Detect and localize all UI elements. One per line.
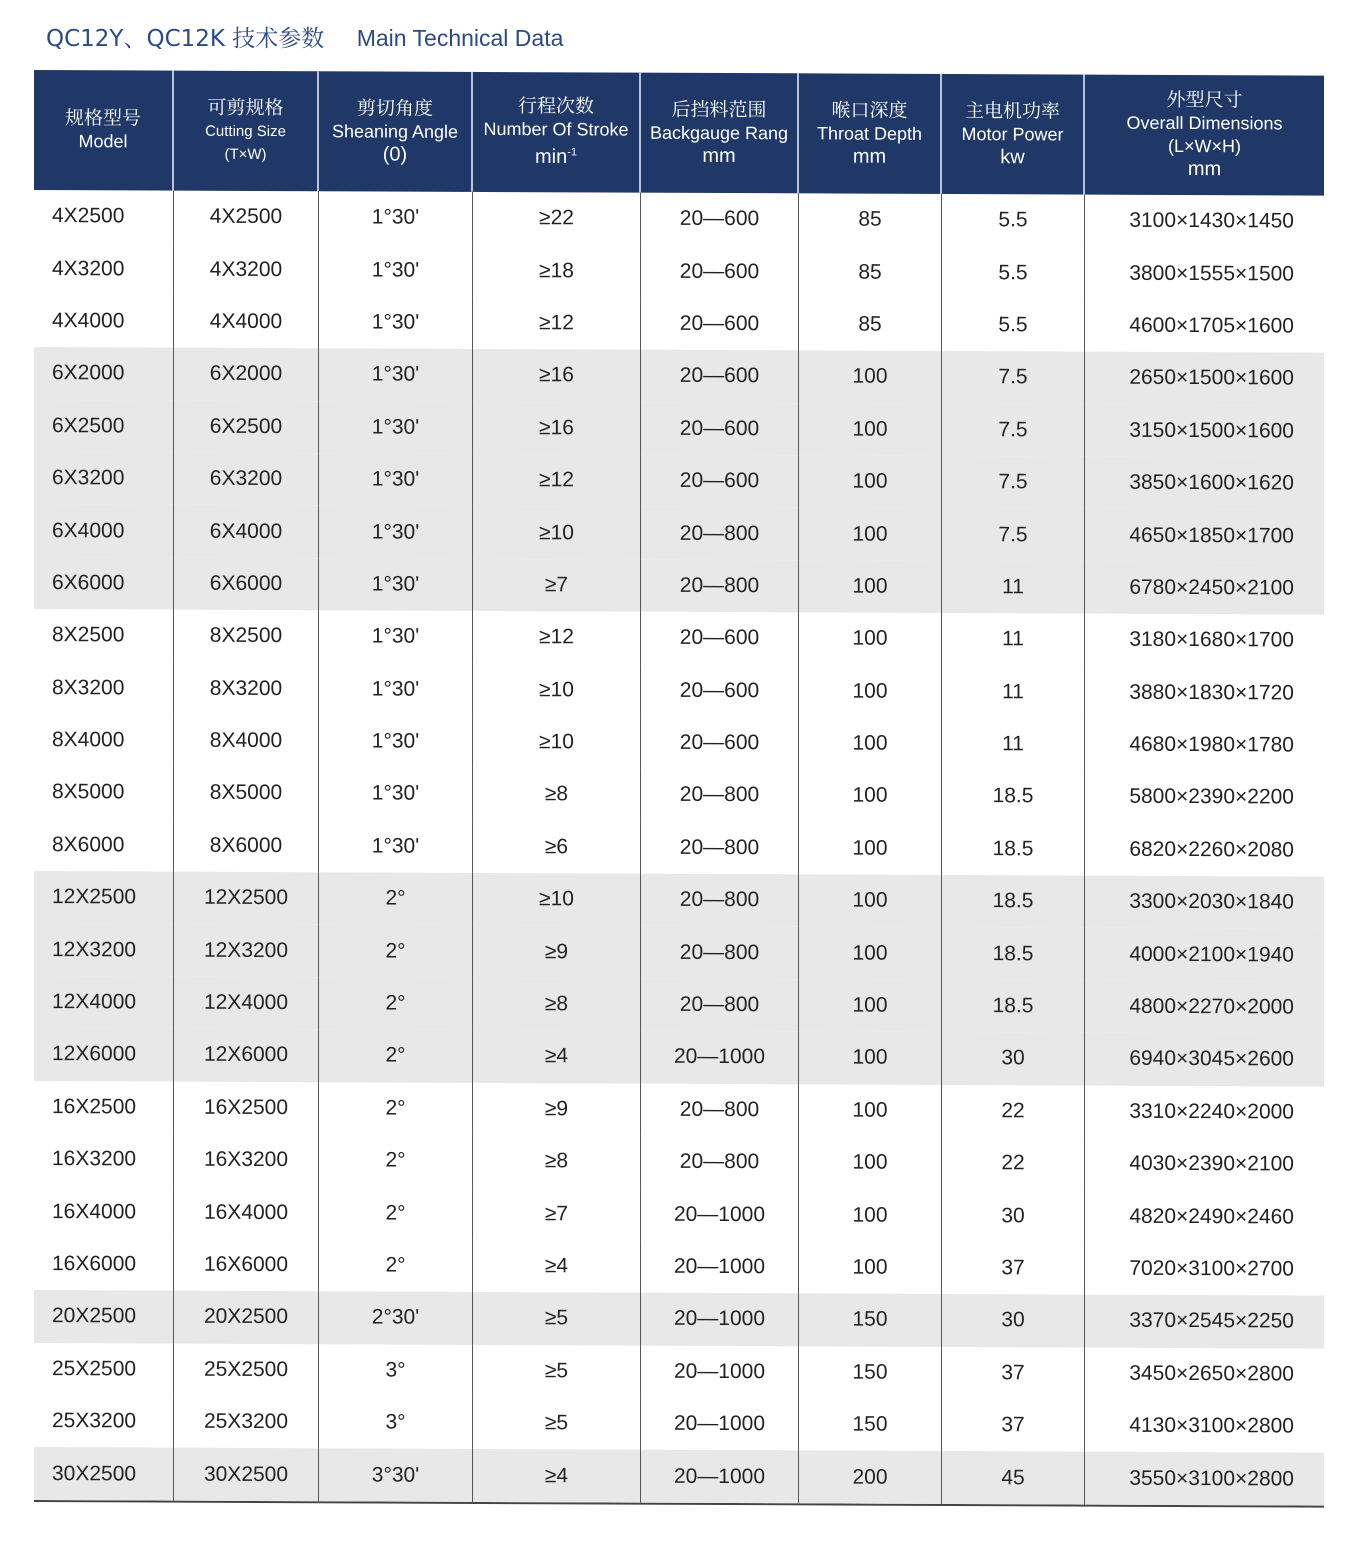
table-row: [34, 1081, 1324, 1139]
table-row: [34, 1133, 1324, 1191]
cell-backgauge: 20—600: [641, 612, 799, 665]
cell-motor-power: 5.5: [942, 246, 1085, 299]
cell-motor-power: 30: [942, 1294, 1085, 1347]
cell-stroke: ≥16: [473, 349, 641, 402]
cell-shear-angle: 2°: [319, 1187, 473, 1240]
header-shear-angle-unit: (0): [382, 143, 408, 166]
header-stroke-unit-wrap: [535, 141, 577, 169]
cell-cutting-size: 6X3200: [174, 453, 319, 506]
cell-backgauge: 20—800: [641, 979, 799, 1032]
cell-shear-angle: 2°30': [319, 1291, 473, 1344]
cell-motor-power: 5.5: [942, 194, 1085, 247]
cell-stroke: ≥5: [473, 1397, 641, 1450]
cell-motor-power: 22: [942, 1085, 1085, 1138]
table-row: [34, 1343, 1324, 1401]
cell-model: 6X6000: [34, 557, 174, 610]
cell-cutting-size: 8X6000: [174, 819, 319, 872]
cell-shear-angle: 2°: [319, 1082, 473, 1135]
cell-model: 8X2500: [34, 609, 174, 662]
table-row: [34, 452, 1324, 510]
cell-throat-depth: 100: [799, 403, 942, 456]
cell-shear-angle: 1°30': [319, 610, 473, 663]
cell-cutting-size: 6X2000: [174, 348, 319, 401]
cell-stroke: ≥10: [473, 716, 641, 769]
cell-shear-angle: 1°30': [319, 558, 473, 611]
cell-cutting-size: 12X4000: [174, 976, 319, 1029]
cell-model: 16X3200: [34, 1133, 174, 1186]
cell-dimensions: 3880×1830×1720: [1129, 680, 1294, 705]
cell-model: 8X4000: [34, 714, 174, 767]
header-shear-angle: [319, 71, 473, 192]
cell-model: 4X3200: [34, 242, 174, 295]
header-stroke-cn: 行程次数: [517, 95, 594, 118]
table-row: [34, 347, 1324, 405]
table-row: [34, 871, 1324, 929]
cell-motor-power: 5.5: [942, 299, 1085, 352]
cell-cutting-size: 30X2500: [174, 1448, 319, 1501]
cell-throat-depth: 100: [799, 717, 942, 770]
cell-stroke: ≥10: [473, 506, 641, 559]
cell-shear-angle: 1°30': [319, 348, 473, 401]
cell-dimensions: 4650×1850×1700: [1129, 523, 1294, 548]
cell-model: 12X2500: [34, 871, 174, 924]
cell-dimensions: 4680×1980×1780: [1129, 732, 1294, 757]
cell-throat-depth: 100: [799, 665, 942, 718]
cell-shear-angle: 1°30': [319, 715, 473, 768]
cell-shear-angle: 3°: [319, 1344, 473, 1397]
cell-backgauge: 20—1000: [641, 1188, 799, 1241]
cell-throat-depth: 100: [799, 455, 942, 508]
cell-model: 6X4000: [34, 504, 174, 557]
table-row: [34, 295, 1324, 353]
cell-model: 16X2500: [34, 1081, 174, 1134]
header-dimensions: [1085, 75, 1324, 196]
cell-throat-depth: 85: [799, 246, 942, 299]
cell-motor-power: 18.5: [942, 770, 1085, 823]
cell-stroke: ≥10: [473, 663, 641, 716]
header-motor-power-cn: 主电机功率: [964, 99, 1060, 122]
cell-stroke: ≥4: [473, 1449, 641, 1502]
cell-model: 25X3200: [34, 1395, 174, 1448]
cell-stroke: ≥12: [473, 611, 641, 664]
cell-cutting-size: 25X2500: [174, 1343, 319, 1396]
cell-shear-angle: 2°: [319, 1239, 473, 1292]
cell-model: 16X4000: [34, 1185, 174, 1238]
cell-cutting-size: 8X4000: [174, 715, 319, 768]
cell-throat-depth: 150: [799, 1294, 942, 1347]
table-row: [34, 766, 1324, 824]
table-row: [34, 1238, 1324, 1296]
table-row: [34, 1185, 1324, 1243]
header-dimensions-cn: 外型尺寸: [1166, 88, 1243, 112]
cell-cutting-size: 8X3200: [174, 662, 319, 715]
cell-dimensions: 4130×3100×2800: [1129, 1413, 1294, 1438]
cell-backgauge: 20—600: [641, 402, 799, 455]
cell-throat-depth: 100: [799, 508, 942, 561]
header-backgauge-en: Backgauge Rang: [649, 122, 789, 143]
cell-dimensions: 3150×1500×1600: [1129, 418, 1294, 443]
cell-stroke: ≥16: [473, 401, 641, 454]
header-stroke-unit-sup: -1: [567, 146, 577, 159]
cell-stroke: ≥9: [473, 1083, 641, 1136]
cell-motor-power: 37: [942, 1347, 1085, 1400]
cell-throat-depth: 150: [799, 1346, 942, 1399]
cell-backgauge: 20—1000: [641, 1450, 799, 1503]
header-model: [34, 70, 174, 191]
cell-dimensions: 3100×1430×1450: [1129, 208, 1294, 233]
table-row: [34, 557, 1324, 615]
header-shear-angle-cn: 剪切角度: [356, 96, 433, 120]
cell-backgauge: 20—1000: [641, 1345, 799, 1398]
cell-cutting-size: 16X6000: [174, 1238, 319, 1291]
cell-stroke: ≥5: [473, 1345, 641, 1398]
cell-model: 12X3200: [34, 923, 174, 976]
cell-backgauge: 20—800: [641, 559, 799, 612]
table-row: [34, 1395, 1324, 1453]
cell-throat-depth: 100: [799, 560, 942, 613]
table-row: [34, 400, 1324, 458]
cell-shear-angle: 2°: [319, 925, 473, 978]
cell-motor-power: 18.5: [942, 927, 1085, 980]
cell-throat-depth: 100: [799, 351, 942, 404]
header-motor-power-unit: kw: [1000, 145, 1025, 168]
header-motor-power: [942, 74, 1085, 195]
cell-cutting-size: 4X4000: [174, 295, 319, 348]
cell-motor-power: 18.5: [942, 823, 1085, 876]
cell-throat-depth: 100: [799, 822, 942, 875]
cell-shear-angle: 1°30': [319, 506, 473, 559]
cell-model: 30X2500: [34, 1447, 174, 1500]
table-header: [34, 70, 1324, 196]
cell-cutting-size: 6X6000: [174, 557, 319, 610]
technical-data-table: [34, 70, 1324, 1507]
cell-backgauge: 20—600: [641, 717, 799, 770]
cell-model: 8X5000: [34, 766, 174, 819]
cell-dimensions: 4800×2270×2000: [1129, 994, 1294, 1019]
cell-throat-depth: 150: [799, 1398, 942, 1451]
cell-motor-power: 30: [942, 1189, 1085, 1242]
cell-dimensions: 6780×2450×2100: [1129, 575, 1294, 600]
cell-backgauge: 20—1000: [641, 1293, 799, 1346]
header-cutting-size: [174, 71, 319, 192]
cell-shear-angle: 1°30': [319, 244, 473, 297]
cell-backgauge: 20—600: [641, 193, 799, 246]
cell-stroke: ≥5: [473, 1292, 641, 1345]
cell-cutting-size: 8X2500: [174, 610, 319, 663]
cell-motor-power: 7.5: [942, 508, 1085, 561]
cell-stroke: ≥7: [473, 559, 641, 612]
header-throat-depth-en: Throat Depth: [816, 122, 923, 144]
cell-cutting-size: 4X2500: [174, 191, 319, 244]
cell-throat-depth: 100: [799, 1136, 942, 1189]
cell-dimensions: 3450×2650×2800: [1129, 1361, 1294, 1386]
cell-throat-depth: 100: [799, 979, 942, 1032]
cell-cutting-size: 16X2500: [174, 1081, 319, 1134]
cell-shear-angle: 1°30': [319, 401, 473, 454]
header-model-en: Model: [78, 131, 128, 152]
header-throat-depth-cn: 喉口深度: [831, 98, 908, 122]
cell-throat-depth: 100: [799, 874, 942, 927]
cell-dimensions: 3800×1555×1500: [1129, 261, 1294, 286]
header-stroke-en: Number Of Stroke: [483, 119, 629, 140]
cell-motor-power: 37: [942, 1242, 1085, 1295]
cell-model: 6X2000: [34, 347, 174, 400]
header-backgauge-cn: 后挡料范围: [671, 98, 767, 121]
header-stroke-unit: min: [534, 146, 568, 169]
cell-dimensions: 3370×2545×2250: [1129, 1309, 1294, 1333]
cell-throat-depth: 100: [799, 1189, 942, 1242]
title-cn: QC12Y、QC12K 技术参数: [46, 26, 325, 52]
cell-model: 20X2500: [34, 1290, 174, 1343]
cell-dimensions: 2650×1500×1600: [1129, 366, 1294, 390]
cell-throat-depth: 85: [799, 193, 942, 246]
table-row: [34, 504, 1324, 562]
cell-cutting-size: 20X2500: [174, 1291, 319, 1344]
cell-stroke: ≥4: [473, 1030, 641, 1083]
cell-motor-power: 7.5: [942, 351, 1085, 404]
header-shear-angle-en: Sheaning Angle: [331, 120, 459, 142]
cell-throat-depth: 100: [799, 927, 942, 980]
cell-model: 4X2500: [34, 190, 174, 243]
table-row: [34, 923, 1324, 981]
cell-backgauge: 20—1000: [641, 1398, 799, 1451]
header-stroke: [473, 72, 641, 193]
cell-motor-power: 11: [942, 718, 1085, 771]
cell-motor-power: 22: [942, 1137, 1085, 1190]
cell-shear-angle: 1°30': [319, 663, 473, 716]
table-row: [34, 714, 1324, 772]
cell-model: 8X3200: [34, 662, 174, 715]
cell-throat-depth: 100: [799, 1084, 942, 1137]
cell-cutting-size: 16X3200: [174, 1134, 319, 1187]
header-cutting-size-cn: 可剪规格: [207, 96, 284, 119]
table-row: [34, 190, 1324, 248]
cell-motor-power: 37: [942, 1399, 1085, 1452]
header-motor-power-en: Motor Power: [961, 123, 1064, 144]
cell-backgauge: 20—800: [641, 821, 799, 874]
cell-shear-angle: 2°: [319, 1134, 473, 1187]
cell-cutting-size: 16X4000: [174, 1186, 319, 1239]
table-row: [34, 1028, 1324, 1086]
cell-backgauge: 20—600: [641, 297, 799, 350]
table-row: [34, 819, 1324, 877]
cell-model: 8X6000: [34, 819, 174, 872]
cell-backgauge: 20—800: [641, 507, 799, 560]
cell-dimensions: 4820×2490×2460: [1129, 1204, 1294, 1229]
cell-shear-angle: 1°30': [319, 820, 473, 873]
cell-stroke: ≥7: [473, 1187, 641, 1240]
cell-shear-angle: 1°30': [319, 453, 473, 506]
header-cutting-size-en: Cutting Size: [205, 122, 286, 140]
cell-dimensions: 3850×1600×1620: [1129, 470, 1294, 495]
cell-cutting-size: 12X3200: [174, 924, 319, 977]
table-row: [34, 242, 1324, 300]
cell-stroke: ≥9: [473, 925, 641, 978]
cell-throat-depth: 100: [799, 1032, 942, 1085]
cell-backgauge: 20—1000: [641, 1240, 799, 1293]
cell-cutting-size: 8X5000: [174, 767, 319, 820]
cell-stroke: ≥12: [473, 297, 641, 350]
cell-motor-power: 30: [942, 1032, 1085, 1085]
cell-model: 12X6000: [34, 1028, 174, 1081]
header-dimensions-en: Overall Dimensions: [1126, 112, 1283, 134]
cell-backgauge: 20—600: [641, 350, 799, 403]
cell-throat-depth: 200: [799, 1451, 942, 1504]
table-row: [34, 1290, 1324, 1348]
cell-dimensions: 5800×2390×2200: [1129, 785, 1294, 809]
cell-model: 6X2500: [34, 400, 174, 453]
cell-model: 16X6000: [34, 1238, 174, 1291]
header-backgauge: [641, 73, 799, 194]
cell-shear-angle: 3°: [319, 1396, 473, 1449]
cell-stroke: ≥4: [473, 1240, 641, 1293]
table-row: [34, 662, 1324, 720]
cell-motor-power: 11: [942, 561, 1085, 614]
cell-model: 25X2500: [34, 1343, 174, 1396]
table-row: [34, 976, 1324, 1034]
cell-motor-power: 18.5: [942, 980, 1085, 1033]
cell-motor-power: 7.5: [942, 456, 1085, 509]
cell-dimensions: 6940×3045×2600: [1129, 1047, 1294, 1071]
cell-stroke: ≥12: [473, 454, 641, 507]
cell-cutting-size: 12X2500: [174, 872, 319, 925]
header-throat-depth: [799, 73, 942, 194]
cell-cutting-size: 6X2500: [174, 400, 319, 453]
cell-backgauge: 20—600: [641, 664, 799, 717]
table-row: [34, 609, 1324, 667]
cell-throat-depth: 100: [799, 612, 942, 665]
cell-throat-depth: 100: [799, 770, 942, 823]
header-cutting-size-unit: (T×W): [224, 145, 267, 163]
cell-backgauge: 20—800: [641, 926, 799, 979]
cell-shear-angle: 3°30': [319, 1449, 473, 1502]
cell-stroke: ≥8: [473, 768, 641, 821]
cell-throat-depth: 85: [799, 298, 942, 351]
cell-dimensions: 6820×2260×2080: [1129, 837, 1294, 862]
title-en: Main Technical Data: [356, 25, 564, 51]
cell-motor-power: 11: [942, 613, 1085, 666]
cell-stroke: ≥6: [473, 821, 641, 874]
cell-dimensions: 4600×1705×1600: [1129, 313, 1294, 338]
cell-cutting-size: 6X4000: [174, 505, 319, 558]
cell-motor-power: 18.5: [942, 875, 1085, 928]
cell-cutting-size: 12X6000: [174, 1029, 319, 1082]
cell-shear-angle: 2°: [319, 1029, 473, 1082]
cell-backgauge: 20—800: [641, 769, 799, 822]
page-title: [46, 20, 563, 56]
cell-backgauge: 20—600: [641, 245, 799, 298]
header-backgauge-unit: mm: [702, 144, 736, 167]
header-model-cn: 规格型号: [64, 107, 141, 130]
cell-dimensions: 7020×3100×2700: [1129, 1256, 1294, 1281]
cell-motor-power: 11: [942, 665, 1085, 718]
cell-motor-power: 7.5: [942, 404, 1085, 457]
cell-stroke: ≥8: [473, 978, 641, 1031]
cell-motor-power: 45: [942, 1451, 1085, 1504]
cell-backgauge: 20—800: [641, 1136, 799, 1189]
cell-shear-angle: 2°: [319, 977, 473, 1030]
cell-throat-depth: 100: [799, 1241, 942, 1294]
cell-stroke: ≥8: [473, 1135, 641, 1188]
cell-shear-angle: 2°: [319, 872, 473, 925]
cell-stroke: ≥10: [473, 873, 641, 926]
table-row: [34, 1447, 1324, 1505]
cell-model: 12X4000: [34, 976, 174, 1029]
cell-cutting-size: 4X3200: [174, 243, 319, 296]
cell-dimensions: 4030×2390×2100: [1129, 1151, 1294, 1176]
cell-model: 4X4000: [34, 295, 174, 348]
header-dimensions-unit: (L×W×H): [1167, 135, 1241, 157]
header-throat-depth-unit: mm: [852, 145, 887, 168]
cell-cutting-size: 25X3200: [174, 1396, 319, 1449]
cell-backgauge: 20—600: [641, 455, 799, 508]
cell-backgauge: 20—1000: [641, 1031, 799, 1084]
cell-backgauge: 20—800: [641, 1083, 799, 1136]
cell-shear-angle: 1°30': [319, 296, 473, 349]
header-dimensions-unit2: mm: [1187, 158, 1222, 181]
cell-model: 6X3200: [34, 452, 174, 505]
cell-dimensions: 3550×3100×2800: [1129, 1466, 1294, 1491]
cell-shear-angle: 1°30': [319, 768, 473, 821]
cell-shear-angle: 1°30': [319, 191, 473, 244]
cell-dimensions: 3310×2240×2000: [1129, 1099, 1294, 1124]
cell-dimensions: 3300×2030×1840: [1129, 890, 1294, 914]
table-body: [34, 190, 1324, 1507]
cell-dimensions: 4000×2100×1940: [1129, 942, 1294, 967]
cell-backgauge: 20—800: [641, 874, 799, 927]
cell-dimensions: 3180×1680×1700: [1129, 628, 1294, 652]
cell-stroke: ≥18: [473, 244, 641, 297]
cell-stroke: ≥22: [473, 192, 641, 245]
